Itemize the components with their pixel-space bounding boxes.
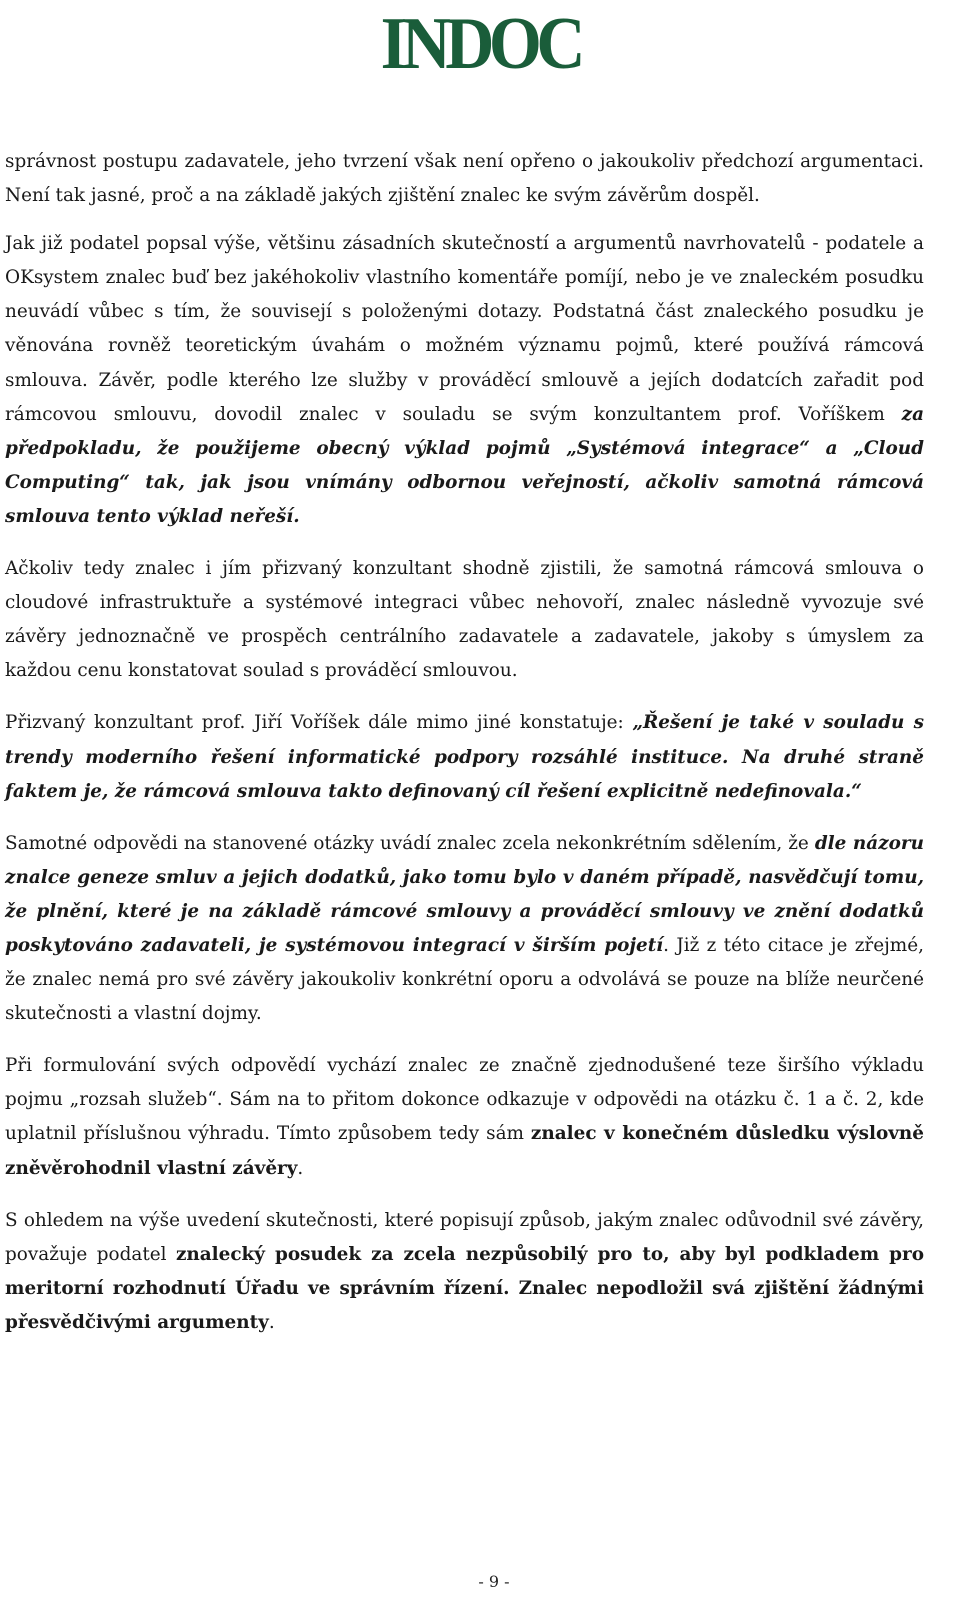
paragraph-5-tail: . Již z této citace je zřejmé, že znalec nemá pro své závěry jakoukoliv konkrétní oporu a odvolává se pouze na blíže neurčené skutečnosti a vlastní dojmy. xyxy=(5,934,924,1025)
paragraph-4-quote: „Řešení je také v souladu s trendy moderního řešení informatické podpory rozsáhlé instituce. Na druhé straně faktem je, že rámcová smlouva takto definovaný cíl řešení explicitně nedefinovala.“ xyxy=(5,712,924,802)
paragraph-5-quote: dle názoru znalce geneze smluv a jejich dodatků, jako tomu bylo v daném případě, nasvědčují tomu, že plnění, které je na základě rámcové smlouvy a prováděcí smlouvy ve znění dodatků poskytováno zadavateli, je systémovou integrací v širším pojetí xyxy=(5,832,924,956)
paragraph-1-text: správnost postupu zadavatele, jeho tvrzení však není opřeno o jakoukoliv předchozí argumentaci. Není tak jasné, proč a na základě jakých zjištění znalec ke svým závěrům dospěl. xyxy=(5,151,924,207)
paragraph-2 xyxy=(5,227,924,534)
paragraph-3-text: Ačkoliv tedy znalec i jím přizvaný konzultant shodně zjistili, že samotná rámcová smlouva o cloudové infrastruktuře a systémové integraci vůbec nehovoří, znalec následně vyvozuje své závěry jednoznačně ve prospěch centrálního zadavatele a zadavatele, jakoby s úmyslem za každou cenu konstatovat soulad s prováděcí smlouvou. xyxy=(5,558,924,682)
paragraph-7-tail: . xyxy=(268,1311,275,1333)
paragraph-4 xyxy=(5,706,924,808)
paragraph-2-text: Jak již podatel popsal výše, většinu zásadních skutečností a argumentů navrhovatelů - podatele a OKsystem znalec buď bez jakéhokoliv vlastního komentáře pomíjí, nebo je ve znaleckém posudku neuvádí vůbec s tím, že souvisejí s položenými dotazy. Podstatná část znaleckého posudku je věnována rovněž teoretickým úvahám o možném významu pojmů, které používá rámcová smlouva. Závěr, podle kterého lze služby v prováděcí smlouvě a jejích dodatcích zařadit pod rámcovou smlouvu, dovodil znalec v souladu se svým konzultantem prof. Voříškem xyxy=(5,233,924,425)
paragraph-3 xyxy=(5,552,924,688)
paragraph-7-emphasis: znalecký posudek za zcela nezpůsobilý pro to, aby byl podkladem pro meritorní rozhodnutí Úřadu ve správním řízení. Znalec nepodložil svá zjištění žádnými přesvědčivými argumenty xyxy=(5,1243,924,1333)
header-logo xyxy=(0,3,960,85)
paragraph-6 xyxy=(5,1049,924,1185)
paragraph-1 xyxy=(5,145,924,213)
logo-text: INDOC xyxy=(380,3,580,85)
paragraph-4-text: Přizvaný konzultant prof. Jiří Voříšek dále mimo jiné konstatuje: xyxy=(5,712,633,734)
paragraph-2-emphasis: za předpokladu, že použijeme obecný výklad pojmů „Systémová integrace“ a „Cloud Computing“ tak, jak jsou vnímány odbornou veřejností, ačkoliv samotná rámcová smlouva tento výklad neřeší. xyxy=(5,403,924,527)
paragraph-7-text: S ohledem na výše uvedení skutečnosti, které popisují způsob, jakým znalec odůvodnil své závěry, považuje podatel xyxy=(5,1209,924,1265)
paragraph-6-emphasis: znalec v konečném důsledku výslovně zněvěrohodnil vlastní závěry xyxy=(5,1123,924,1179)
page-number: - 9 - xyxy=(478,1572,510,1591)
document-body xyxy=(5,145,924,1358)
paragraph-6-tail: . xyxy=(297,1157,304,1179)
paragraph-7 xyxy=(5,1204,924,1340)
paragraph-5 xyxy=(5,827,924,1032)
paragraph-6-text: Při formulování svých odpovědí vychází znalec ze značně zjednodušené teze širšího výkladu pojmu „rozsah služeb“. Sám na to přitom dokonce odkazuje v odpovědi na otázku č. 1 a č. 2, kde uplatnil příslušnou výhradu. Tímto způsobem tedy sám xyxy=(5,1055,924,1145)
paragraph-5-text: Samotné odpovědi na stanovené otázky uvádí znalec zcela nekonkrétním sdělením, že xyxy=(5,832,815,854)
